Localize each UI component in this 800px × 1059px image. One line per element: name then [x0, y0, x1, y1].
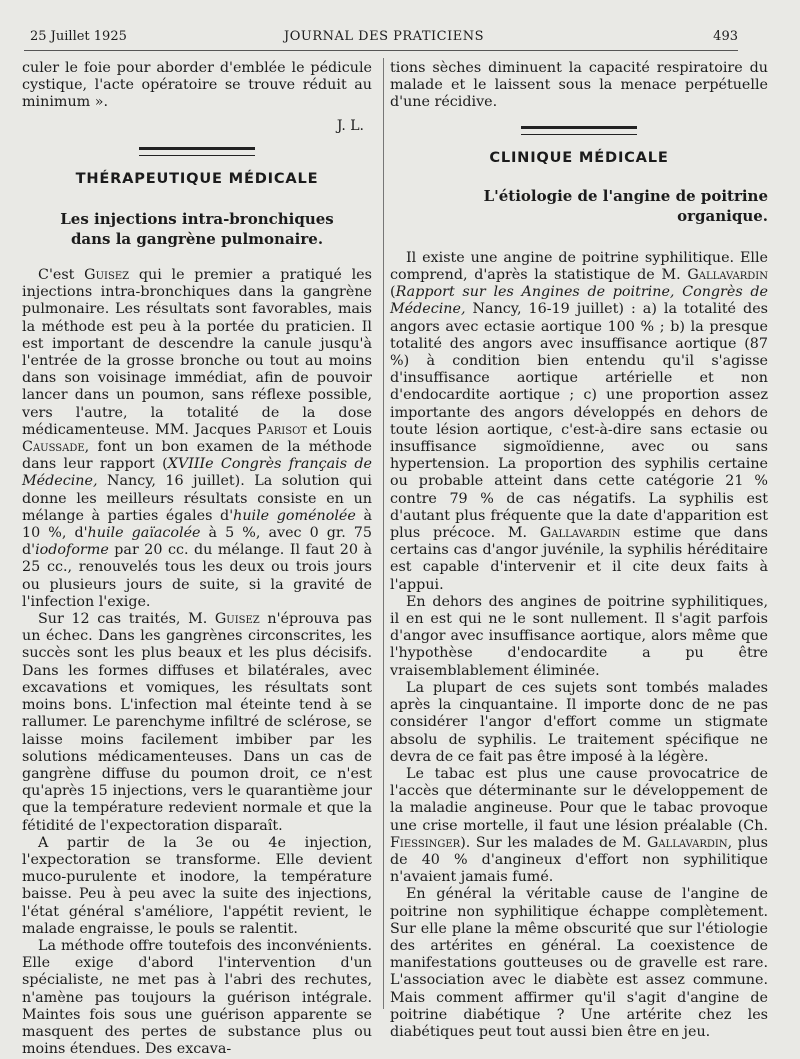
citation: Rapport sur les Angines de poitrine, Congrès de Médecine,	[390, 284, 768, 318]
paragraph	[22, 611, 372, 835]
text-run: , font un bon examen de la méthode dans leur rapport (	[22, 439, 372, 473]
section-title-therapeutique: THÉRAPEUTIQUE MÉDICALE	[75, 169, 319, 187]
substance-name: huile goménolée	[233, 507, 356, 524]
section-title-clinique: CLINIQUE MÉDICALE	[489, 148, 669, 166]
author-name: Gallavardin	[646, 834, 728, 851]
header-journal-title: JOURNAL DES PRATICIENS	[284, 29, 484, 44]
column-divider	[383, 58, 384, 1009]
article-title-angine: L'étiologie de l'angine de poitrine organique.	[483, 186, 768, 225]
substance-name: iodoforme	[35, 542, 109, 559]
article-title-line1: Les injections intra-bronchiques	[60, 210, 334, 229]
text-run: Il existe une angine de poitrine syphilitique. Elle comprend, d'après la statistique de M.	[390, 249, 768, 284]
section-rule	[521, 126, 637, 135]
author-name: Fiessinger	[390, 834, 461, 851]
paragraph: La méthode offre toutefois des inconvénients. Elle exige d'abord l'intervention d'un spécialiste, ne met pas à l'abri des rechutes, n'amène pas toujours la guérison intégrale. Maintes fois sous une guérison apparente se masquent des pertes de substance plus ou moins étendues. Des excava-	[22, 937, 372, 1058]
paragraph	[390, 250, 768, 594]
text-run: n'éprouva pas un échec. Dans les gangrènes circonscrites, les succès sont les plus beaux et les plus décisifs. Dans les formes diffuses et bilatérales, avec excavations et vomiques, les résultats sont moins bons. L'infection mal éteinte tend à se rallumer. Le parenchyme infiltré de sclérose, se laisse moins facilement imbiber par les solutions médicamenteuses. Dans un cas de gangrène diffuse du poumon droit, ce n'est qu'après 15 injections, vers le quarantième jour que la température redevient normale et que la fétidité de l'expectoration disparaît.	[22, 611, 372, 834]
text-run: estime que dans certains cas d'angor juvénile, la syphilis héréditaire est capable d'intervenir et il cite deux faits à l'appui.	[390, 525, 768, 593]
author-name: Guisez	[214, 611, 260, 628]
text-run: et Louis	[306, 421, 373, 438]
text-run: Le tabac est plus une cause provocatrice de l'accès que déterminante sur le développement de la maladie angineuse. Pour que le tabac provoque une crise mortelle, il faut une lésion préalable (Ch.	[390, 765, 768, 834]
paragraph	[390, 766, 768, 886]
author-name: Gallavardin	[539, 525, 621, 542]
left-continuation-text: culer le foie pour aborder d'emblée le pédicule cystique, l'acte opératoire se trouve réduit au minimum ».	[22, 60, 372, 111]
article-title-injections	[22, 209, 372, 249]
paragraph: En général la véritable cause de l'angine de poitrine non syphilitique échappe complètement. Sur elle plane la même obscurité que sur l'étiologie des artérites en général. La coexistence de manifestations goutteuses ou de gravelle est rare. L'association avec le diabète est assez commune. Mais comment affirmer qu'il s'agit d'angine de poitrine diabétique ? Une artérite chez les diabétiques peut tout aussi bien être en jeu.	[390, 886, 768, 1040]
substance-name: huile gaïacolée	[87, 525, 201, 542]
author-signature: J. L.	[336, 117, 364, 134]
citation: XVIIIe Congrès français de Médecine,	[22, 456, 372, 490]
paragraph: A partir de la 3e ou 4e injection, l'expectoration se transforme. Elle devient muco-purulente et inodore, la température baisse. Peu à peu avec la suite des injections, l'état général s'améliore, l'appétit revient, le malade engraisse, le pouls se ralentit.	[22, 834, 372, 937]
right-column	[390, 60, 768, 1041]
author-name: Gallavardin	[687, 267, 768, 284]
author-name: Guisez	[84, 267, 130, 284]
text-run: , plus de 40 % d'angineux d'effort non syphilitique n'avaient jamais fumé.	[390, 834, 768, 886]
text-run: qui le premier a pratiqué les injections intra-bronchiques dans la gangrène pulmonaire. Les résultats sont favorables, mais la méthode est peu à la portée du praticien. Il est important de descendre la canule jusqu'à l'entrée de la grosse bronche ou tout au moins dans son voisinage immédiat, afin de pouvoir lancer dans un poumon, sans réflexe possible, vers l'autre, la totalité de la dose médicamenteuse. MM. Jacques	[22, 267, 372, 438]
text-run: à 5 %, avec 0 gr. 75 d'	[22, 525, 372, 559]
text-run: Sur 12 cas traités, M.	[38, 611, 215, 628]
text-run: ). Sur les malades de M.	[460, 834, 647, 851]
left-column	[22, 60, 372, 1058]
text-run: (	[390, 284, 396, 301]
paragraph: En dehors des angines de poitrine syphilitiques, il en est qui ne le sont nullement. Il s'agit parfois d'angor avec insuffisance aortique, alors même que l'hypothèse d'endocardite a pu être vraisemblablement éliminée.	[390, 593, 768, 679]
header-rule	[24, 50, 738, 51]
text-run: par 20 cc. du mélange. Il faut 20 à 25 cc., renouvelés tous les deux ou trois jours ou plusieurs jours de suite, si la gravité de l'infection l'exige.	[22, 542, 372, 610]
paragraph	[22, 267, 372, 611]
right-continuation-text: tions sèches diminuent la capacité respiratoire du malade et le laissent sous la menace perpétuelle d'une récidive.	[390, 60, 768, 111]
text-run: à 10 %, d'	[22, 507, 372, 542]
text-run: Nancy, 16 juillet). La solution qui donne les meilleurs résultats consiste en un mélange à parties égales d'	[22, 473, 372, 524]
text-run: C'est	[38, 267, 85, 284]
section-rule	[139, 147, 255, 156]
article-title-line2: dans la gangrène pulmonaire.	[70, 230, 324, 249]
text-run: Nancy, 16-19 juillet) : a) la totalité des angors avec ectasie aortique 100 % ; b) la presque totalité des angors avec insuffisance aortique (87 %) à condition bien entendu qu'il s'agisse d'insuffisance aortique artérielle et non d'endocardite aortique ; c) une proportion assez importante des angors développés en dehors de toute lésion aortique, c'est-à-dire sans ectasie ou insuffisance sigmoïdienne, avec ou sans hypertension. La proportion des syphilis certaine ou probable atteint dans cette catégorie 21 % contre 79 % de cas négatifs. La syphilis est d'autant plus fréquente que la date d'apparition est plus précoce. M.	[390, 301, 768, 542]
author-name: Parisot	[256, 421, 307, 438]
header-page-number: 493	[713, 29, 738, 44]
paragraph: La plupart de ces sujets sont tombés malades après la cinquantaine. Il importe donc de ne pas considérer l'angor d'effort comme un stigmate absolu de syphilis. Le traitement spécifique ne devra de ce fait pas être imposé à la légère.	[390, 679, 768, 765]
running-header	[30, 26, 738, 48]
author-name: Caussade	[22, 439, 85, 456]
header-date: 25 Juillet 1925	[30, 29, 127, 44]
